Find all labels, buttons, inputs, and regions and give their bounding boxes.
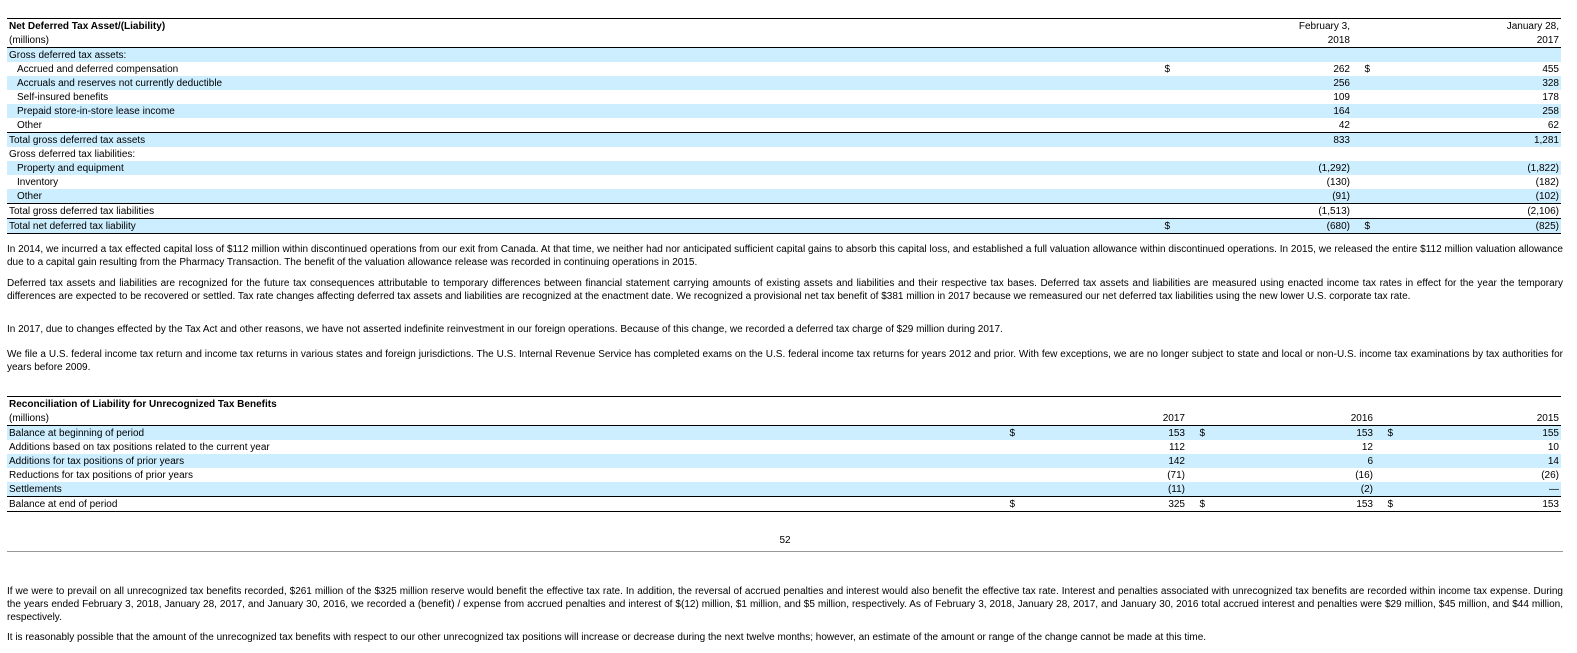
- currency-symbol: [1152, 48, 1172, 63]
- row-label: Reductions for tax positions of prior years: [9, 470, 193, 481]
- currency-symbol: [1375, 482, 1395, 497]
- column-header: February 3,: [1172, 19, 1352, 34]
- cell-value: 155: [1395, 426, 1561, 441]
- currency-symbol: [1187, 440, 1207, 454]
- currency-symbol: [1352, 161, 1372, 175]
- currency-symbol: [1352, 175, 1372, 189]
- currency-symbol: [1352, 48, 1372, 63]
- currency-symbol: [1152, 189, 1172, 204]
- table-row: [7, 426, 1561, 441]
- currency-symbol: [1352, 104, 1372, 118]
- cell-value: (2,106): [1372, 204, 1561, 219]
- currency-symbol: [1352, 90, 1372, 104]
- row-label: Gross deferred tax liabilities:: [9, 149, 136, 160]
- cell-value: (182): [1535, 177, 1559, 188]
- table-row: [7, 497, 1561, 512]
- cell-value: [1372, 48, 1561, 63]
- paragraph: In 2014, we incurred a tax effected capital loss of $112 million within discontinued operations from our exit from Canada. At that time, we neither had nor anticipated sufficient capital gains to absorb this capital loss, and established a full valuation allowance within discontinued operations. In 2015, we released the entire $112 million valuation allowance due to a capital gain resulting from the Pharmacy Transaction. The benefit of the valuation allowance release was recorded in continuing operations in 2015.: [7, 244, 1563, 268]
- table-row: [7, 48, 1561, 63]
- row-label: Other: [7, 189, 1152, 204]
- cell-value: (825): [1372, 219, 1561, 234]
- table-units: (millions): [7, 411, 997, 426]
- row-label: Balance at beginning of period: [7, 426, 997, 441]
- cell-value: 1,281: [1372, 133, 1561, 148]
- currency-symbol: [1352, 147, 1372, 161]
- currency-symbol: [997, 468, 1017, 482]
- row-label: Accruals and reserves not currently deductible: [7, 76, 1152, 90]
- page-divider: [7, 551, 1563, 552]
- cell-value: (1,513): [1172, 204, 1352, 219]
- cell-value: (16): [1355, 470, 1373, 481]
- cell-value: [1172, 48, 1352, 63]
- cell-value: 109: [1333, 92, 1350, 103]
- currency-symbol: [1375, 454, 1395, 468]
- table-row: [7, 118, 1561, 133]
- paragraph: If we were to prevail on all unrecognized tax benefits recorded, $261 million of the $325 million reserve would benefit the effective tax rate. In addition, the reversal of accrued penalties and interest would also benefit the effective tax rate. Interest and penalties associated with unrecognized tax benefits are recorded within income tax expense. During the years ended February 3, 2018, January 28, 2017, and January 30, 2016, we recorded a (benefit) / expense from accrued penalties and interest of $(12) million, $1 million, and $5 million, respectively. As of February 3, 2018, January 28, 2017, and January 30, 2016 total accrued interest and penalties were $29 million, $45 million, and $44 million, respectively.: [7, 586, 1563, 623]
- currency-symbol: [1352, 204, 1372, 219]
- column-header: 2018: [1172, 33, 1352, 48]
- row-label: Property and equipment: [7, 161, 1152, 175]
- cell-value: 153: [1207, 426, 1375, 441]
- cell-value: [1172, 147, 1352, 161]
- cell-value: (130): [1326, 177, 1350, 188]
- row-label: Inventory: [17, 177, 59, 188]
- currency-symbol: [1187, 454, 1207, 468]
- cell-value: 153: [1207, 497, 1375, 512]
- cell-value: 325: [1017, 497, 1187, 512]
- row-label: Settlements: [7, 482, 997, 497]
- currency-symbol: [997, 454, 1017, 468]
- row-label: Gross deferred tax assets:: [7, 48, 1152, 63]
- currency-symbol: $: [1375, 497, 1395, 512]
- row-label: Other: [17, 120, 43, 131]
- currency-symbol: $: [1364, 64, 1370, 75]
- currency-symbol: [1152, 118, 1172, 133]
- currency-symbol: [1352, 133, 1372, 148]
- paragraph: We file a U.S. federal income tax return and income tax returns in various states and foreign jurisdictions. The U.S. Internal Revenue Service has completed exams on the U.S. federal income tax returns for years 2012 and prior. With few exceptions, we are no longer subject to state and local or non-U.S. income tax examinations by tax authorities for years before 2009.: [7, 349, 1563, 373]
- cell-value: 164: [1172, 104, 1352, 118]
- cell-value: 262: [1333, 64, 1350, 75]
- cell-value: 10: [1547, 442, 1559, 453]
- cell-value: 455: [1542, 64, 1559, 75]
- currency-symbol: $: [1187, 426, 1207, 441]
- cell-value: —: [1395, 482, 1561, 497]
- currency-symbol: [1375, 440, 1395, 454]
- table-title: Reconciliation of Liability for Unrecognized Tax Benefits: [7, 397, 997, 412]
- cell-value: 833: [1172, 133, 1352, 148]
- table-row: [7, 219, 1561, 234]
- cell-value: (1,822): [1372, 161, 1561, 175]
- row-label: Total gross deferred tax assets: [7, 133, 1152, 148]
- table-row: [7, 104, 1561, 118]
- column-header: 2016: [1207, 411, 1375, 426]
- cell-value: 6: [1207, 454, 1375, 468]
- currency-symbol: $: [1187, 497, 1207, 512]
- table-row: [7, 161, 1561, 175]
- currency-symbol: [1375, 468, 1395, 482]
- table-header-row: [7, 397, 1561, 412]
- cell-value: (1,292): [1172, 161, 1352, 175]
- column-header: 2015: [1395, 411, 1561, 426]
- currency-symbol: $: [1164, 64, 1170, 75]
- cell-value: (680): [1172, 219, 1352, 234]
- currency-symbol: [1152, 90, 1172, 104]
- cell-value: (91): [1172, 189, 1352, 204]
- cell-value: 142: [1017, 454, 1187, 468]
- cell-value: (2): [1207, 482, 1375, 497]
- cell-value: (71): [1167, 470, 1185, 481]
- currency-symbol: [997, 482, 1017, 497]
- row-label: Total gross deferred tax liabilities: [7, 204, 1152, 219]
- currency-symbol: $: [997, 426, 1017, 441]
- page-number: 52: [779, 535, 791, 546]
- cell-value: 42: [1338, 120, 1350, 131]
- currency-symbol: [1152, 104, 1172, 118]
- cell-value: (11): [1017, 482, 1187, 497]
- row-label: Balance at end of period: [7, 497, 997, 512]
- cell-value: 258: [1372, 104, 1561, 118]
- cell-value: [1372, 147, 1561, 161]
- table-header-row: [7, 411, 1561, 426]
- table-units: (millions): [7, 33, 1152, 48]
- currency-symbol: [1152, 175, 1172, 189]
- table-row: [7, 62, 1561, 76]
- deferred-tax-table: [7, 18, 1561, 234]
- cell-value: 153: [1395, 497, 1561, 512]
- currency-symbol: [1152, 76, 1172, 90]
- table-row: [7, 147, 1561, 161]
- table-row: [7, 482, 1561, 497]
- row-label: Additions based on tax positions related to the current year: [9, 442, 270, 453]
- column-header: 2017: [1017, 411, 1187, 426]
- cell-value: 112: [1169, 442, 1185, 453]
- table-row: [7, 76, 1561, 90]
- table-row: [7, 440, 1561, 454]
- currency-symbol: $: [997, 497, 1017, 512]
- currency-symbol: [1152, 204, 1172, 219]
- row-label: Prepaid store-in-store lease income: [7, 104, 1152, 118]
- unrecognized-tax-table: [7, 396, 1561, 512]
- table-row: [7, 133, 1561, 148]
- cell-value: 12: [1361, 442, 1373, 453]
- cell-value: (102): [1372, 189, 1561, 204]
- currency-symbol: [997, 440, 1017, 454]
- cell-value: 62: [1547, 120, 1559, 131]
- cell-value: 178: [1542, 92, 1559, 103]
- currency-symbol: [1352, 189, 1372, 204]
- paragraph: Deferred tax assets and liabilities are recognized for the future tax consequences attributable to temporary differences between financial statement carrying amounts of existing assets and liabilities and their respective tax bases. Deferred tax assets and liabilities are measured using enacted income tax rates in effect for the year the temporary differences are expected to be recovered or settled. Tax rate changes affecting deferred tax assets and liabilities are recognized at the enactment date. We recognized a provisional net tax benefit of $381 million in 2017 because we remeasured our net deferred tax liabilities using the new lower U.S. corporate tax rate.: [7, 278, 1563, 302]
- currency-symbol: [1152, 147, 1172, 161]
- table-row: [7, 175, 1561, 189]
- table-header-row: [7, 19, 1561, 34]
- row-label: Additions for tax positions of prior years: [7, 454, 997, 468]
- cell-value: 14: [1395, 454, 1561, 468]
- currency-symbol: [1152, 161, 1172, 175]
- table-row: [7, 204, 1561, 219]
- table-row: [7, 454, 1561, 468]
- currency-symbol: $: [1152, 219, 1172, 234]
- row-label: Total net deferred tax liability: [7, 219, 1152, 234]
- column-header: January 28,: [1372, 19, 1561, 34]
- paragraph: It is reasonably possible that the amount of the unrecognized tax benefits with respect to our other unrecognized tax positions will increase or decrease during the next twelve months; however, an estimate of the amount or range of the change cannot be made at this time.: [7, 632, 1207, 643]
- cell-value: (26): [1541, 470, 1559, 481]
- cell-value: 256: [1172, 76, 1352, 90]
- table-row: [7, 90, 1561, 104]
- table-header-row: [7, 33, 1561, 48]
- table-row: [7, 468, 1561, 482]
- column-header: 2017: [1372, 33, 1561, 48]
- paragraph: In 2017, due to changes effected by the Tax Act and other reasons, we have not asserted indefinite reinvestment in our foreign operations. Because of this change, we recorded a deferred tax charge of $29 million during 2017.: [7, 324, 1003, 335]
- cell-value: 328: [1372, 76, 1561, 90]
- currency-symbol: [1152, 133, 1172, 148]
- cell-value: 153: [1017, 426, 1187, 441]
- table-row: [7, 189, 1561, 204]
- currency-symbol: [1352, 118, 1372, 133]
- currency-symbol: [1187, 468, 1207, 482]
- row-label: Self-insured benefits: [17, 92, 109, 103]
- currency-symbol: [1352, 76, 1372, 90]
- currency-symbol: $: [1352, 219, 1372, 234]
- row-label: Accrued and deferred compensation: [17, 64, 179, 75]
- currency-symbol: [1187, 482, 1207, 497]
- table-title: Net Deferred Tax Asset/(Liability): [7, 19, 1152, 34]
- currency-symbol: $: [1375, 426, 1395, 441]
